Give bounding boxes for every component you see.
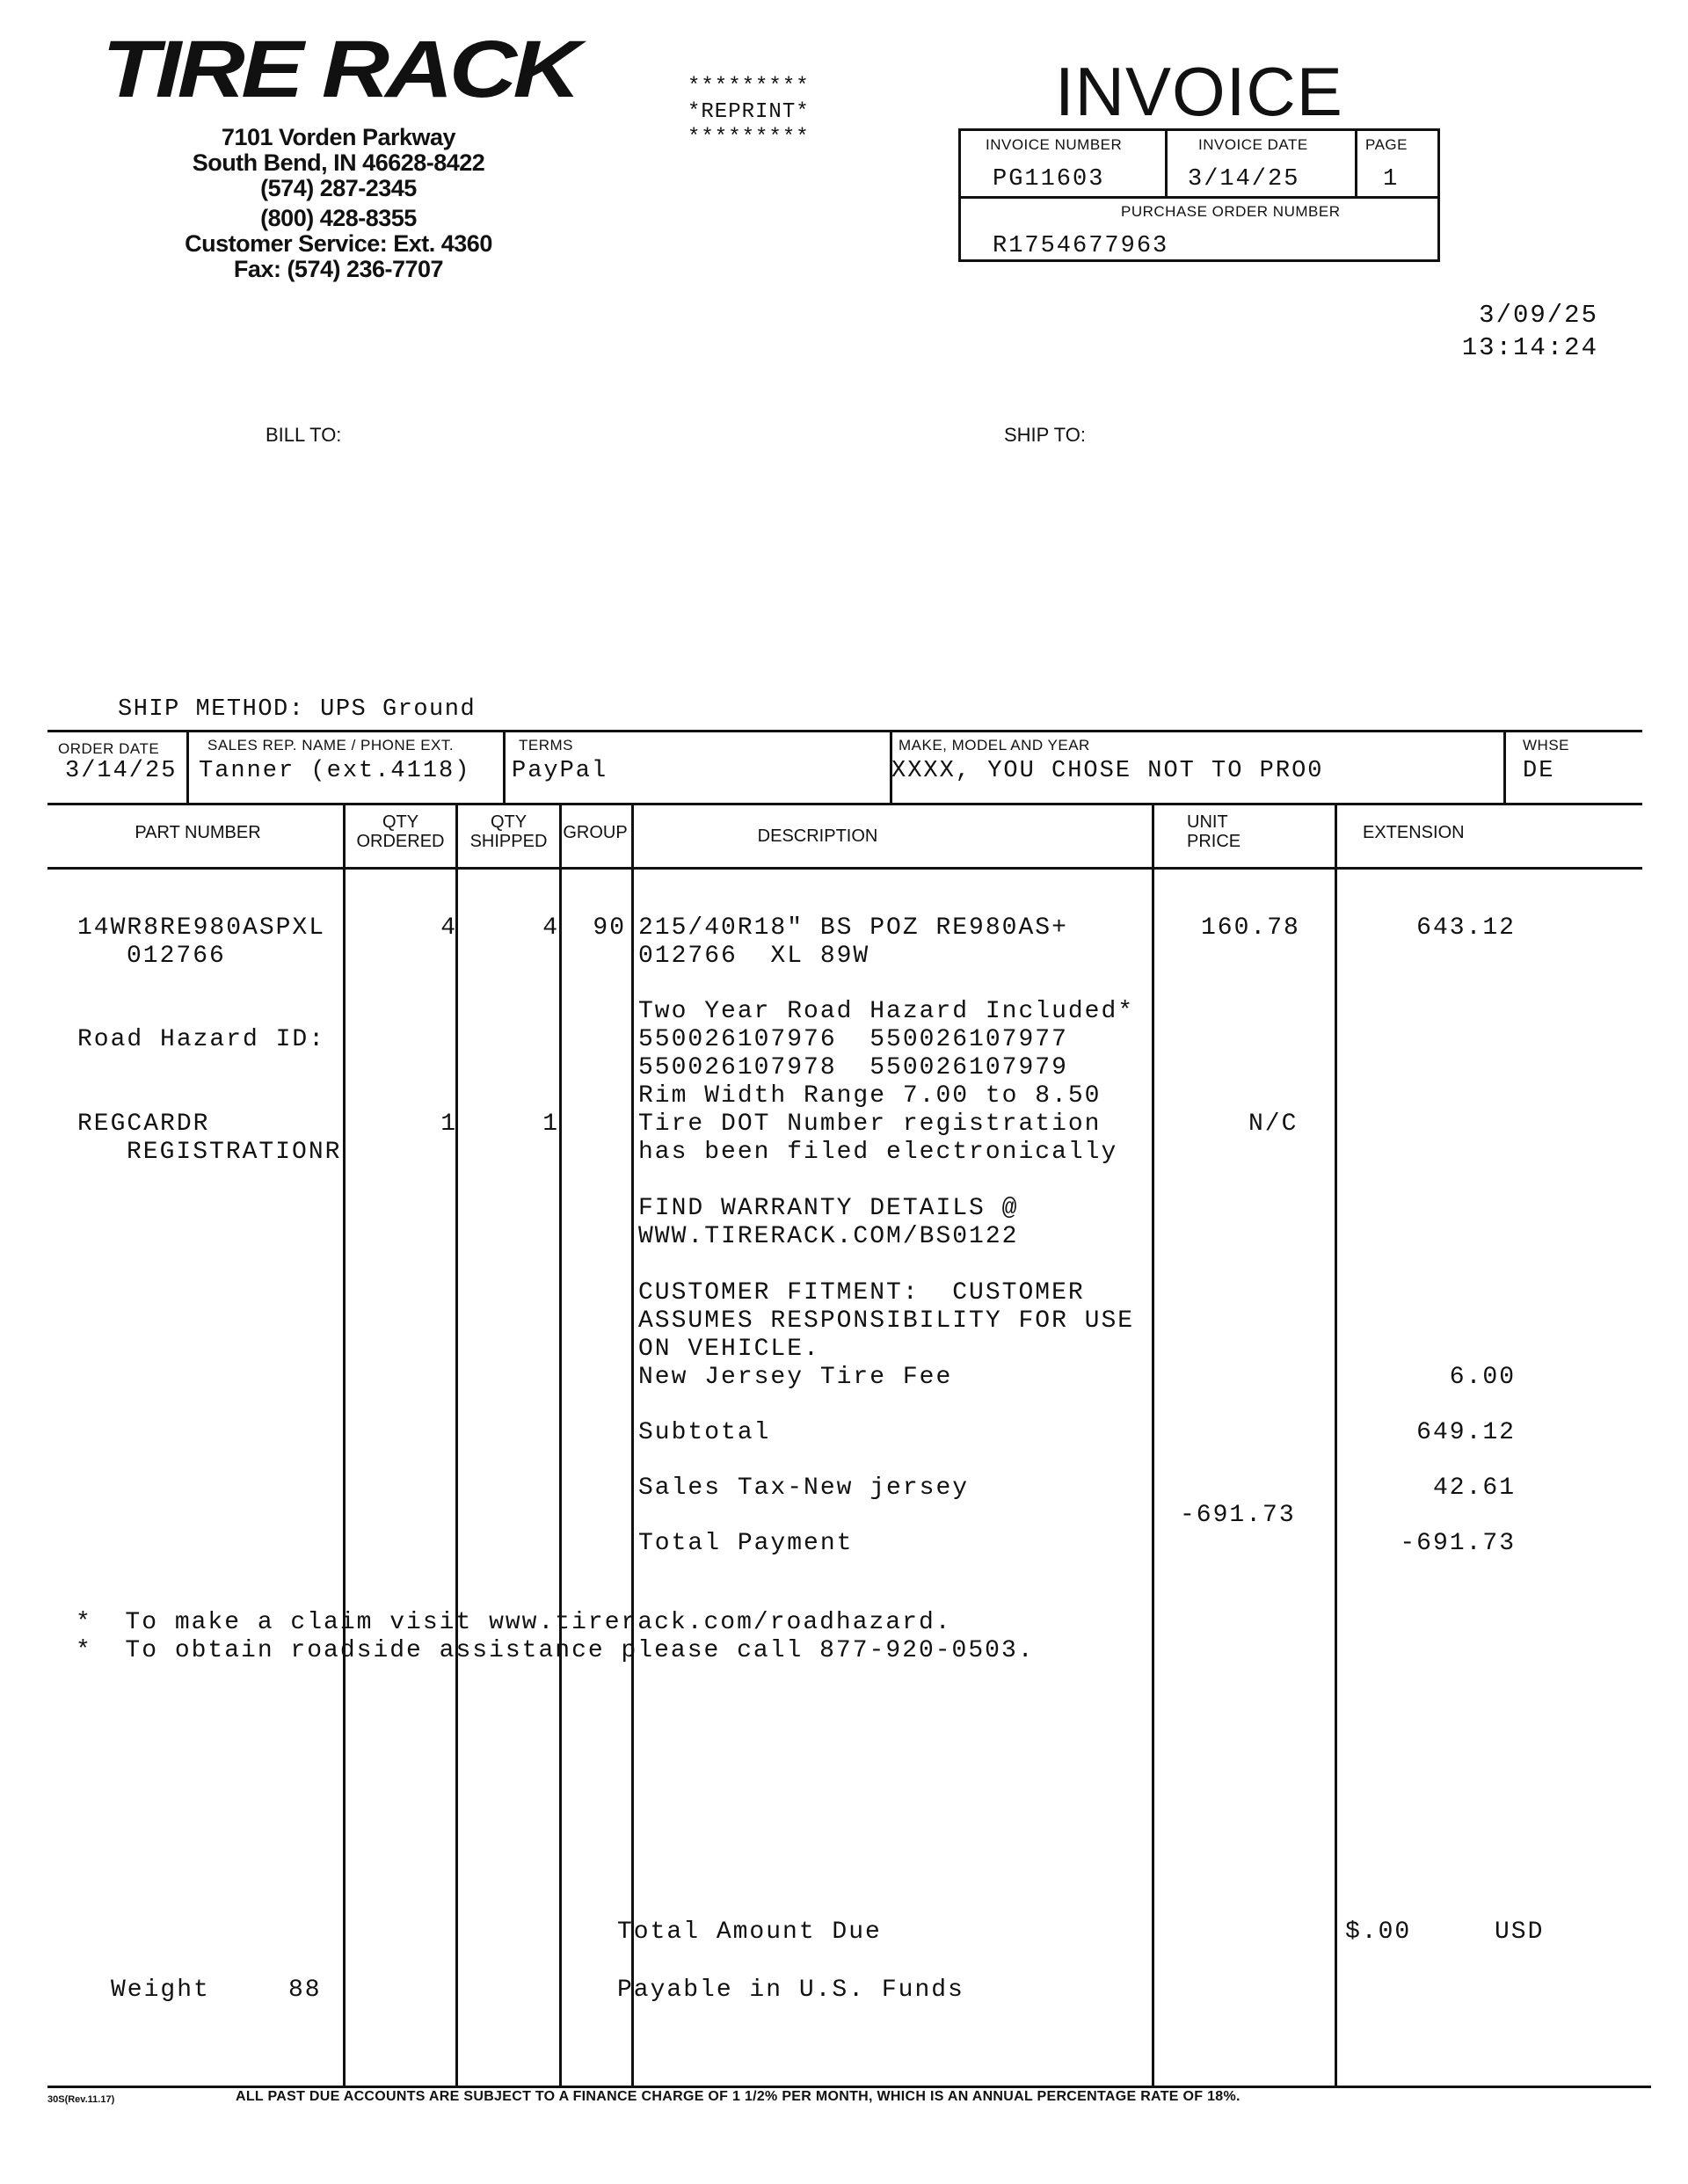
customer-service: Customer Service: Ext. 4360 [185,230,492,257]
ship-method: SHIP METHOD: UPS Ground [118,696,477,723]
reg-description-2: has been filed electronically [638,1139,1118,1166]
invoice-title: INVOICE [1055,53,1343,130]
bill-to-label: BILL TO: [266,424,342,446]
tire-rack-logo [98,25,591,130]
road-hazard-label: Road Hazard ID: [77,1026,326,1053]
reprint-stamp [688,74,855,150]
whse-label: WHSE [1523,737,1569,753]
col-group: GROUP [563,823,628,842]
form-code: 30S(Rev.11.17) [47,2094,115,2105]
divider [186,730,189,805]
divider [47,730,1642,732]
address-line2: South Bend, IN 46628-8422 [192,149,485,176]
logo-wordmark: TIRE RACK [102,25,588,114]
total-due: $.00 [1345,1918,1412,1946]
divider [1165,131,1168,197]
divider [455,803,458,2086]
col-qty-ordered-line1: QTY [382,812,419,832]
payable-note: Payable in U.S. Funds [617,1977,964,2004]
phone-local: (574) 287-2345 [260,175,417,201]
col-unit-price [1187,812,1240,851]
divider [1335,803,1337,2086]
reg-unit-price: N/C [1248,1110,1299,1138]
company-address [132,125,545,282]
order-date: 3/14/25 [65,758,178,784]
warranty-line1: FIND WARRANTY DETAILS @ [638,1195,1019,1222]
reg-part-name: REGISTRATIONR [127,1139,342,1166]
vehicle-label: MAKE, MODEL AND YEAR [899,737,1090,753]
divider [631,803,634,2086]
divider [1503,730,1506,805]
tax-label: Sales Tax-New jersey [638,1474,970,1502]
col-qty-ordered-line2: ORDERED [356,832,445,851]
col-description: DESCRIPTION [757,826,878,846]
col-qty-shipped [458,812,559,851]
reg-qty-shipped: 1 [542,1110,559,1138]
divider [343,803,346,2086]
fitment-line3: ON VEHICLE. [638,1336,820,1363]
divider [503,730,506,805]
reprint-label: *REPRINT* [688,100,810,124]
print-date: 3/09/25 [1479,301,1598,330]
weight-label: Weight [111,1977,210,2004]
divider [559,803,562,2086]
sales-rep: Tanner (ext.4118) [199,758,471,784]
divider [1355,131,1357,197]
vehicle: XXXX, YOU CHOSE NOT TO PRO0 [891,758,1324,784]
tire-group: 90 [593,914,626,942]
invoice-number-label: INVOICE NUMBER [986,136,1123,153]
divider [961,196,1437,199]
tire-description: 215/40R18" BS POZ RE980AS+ [638,914,1068,942]
col-extension: EXTENSION [1363,823,1465,842]
hazard-description: Two Year Road Hazard Included* [638,998,1135,1025]
ship-to-label: SHIP TO: [1004,424,1086,446]
tire-part-number: 14WR8RE980ASPXL [77,914,326,942]
tire-part-sku: 012766 [127,943,226,970]
claim-note: * To make a claim visit www.tirerack.com/roadhazard. [76,1609,952,1636]
col-qty-shipped-line1: QTY [490,812,528,832]
terms: PayPal [512,758,608,784]
phone-tollfree: (800) 428-8355 [260,205,417,231]
weight: 88 [288,1977,322,2004]
reprint-stars-top: ********* [688,75,810,98]
total-payment: -691.73 [1400,1530,1516,1557]
payment-unit-price: -691.73 [1180,1502,1296,1529]
divider [47,867,1642,870]
col-part-number: PART NUMBER [135,823,261,842]
hazard-ids-2: 550026107978 550026107979 [638,1054,1068,1081]
divider [47,803,1642,805]
reg-qty-ordered: 1 [440,1110,457,1138]
col-qty-ordered [346,812,455,851]
sales-rep-label: SALES REP. NAME / PHONE EXT. [207,737,455,753]
reg-description: Tire DOT Number registration [638,1110,1102,1138]
hazard-ids-1: 550026107976 550026107977 [638,1026,1068,1053]
divider [1152,803,1154,2086]
sales-tax: 42.61 [1432,1474,1516,1502]
divider [47,2086,1651,2088]
invoice-date-label: INVOICE DATE [1198,136,1308,153]
currency: USD [1495,1918,1545,1946]
tire-qty-shipped: 4 [542,914,559,942]
order-date-label: ORDER DATE [58,740,160,757]
address-line1: 7101 Vorden Parkway [221,124,456,150]
page-label: PAGE [1365,136,1408,153]
page-number: 1 [1383,166,1400,193]
tire-unit-price: 160.78 [1201,914,1300,942]
roadside-note: * To obtain roadside assistance please call 877-920-0503. [76,1637,1035,1664]
col-unit-price-line1: UNIT [1187,812,1228,832]
subtotal: 649.12 [1416,1419,1516,1446]
finance-charge-note: ALL PAST DUE ACCOUNTS ARE SUBJECT TO A FINANCE CHARGE OF 1 1/2% PER MONTH, WHICH IS AN ANNUAL PERCENTAGE RATE OF 18%. [236,2089,1241,2104]
reg-part-number: REGCARDR [77,1110,210,1138]
terms-label: TERMS [519,737,573,753]
payment-label: Total Payment [638,1530,854,1557]
rim-width: Rim Width Range 7.00 to 8.50 [638,1082,1102,1110]
invoice-number: PG11603 [993,166,1105,193]
print-timestamp [1319,299,1598,364]
reprint-stars-bottom: ********* [688,126,810,149]
tire-extension: 643.12 [1416,914,1516,942]
whse: DE [1523,758,1555,784]
tire-description-2: 012766 XL 89W [638,943,870,970]
warranty-line2: WWW.TIRERACK.COM/BS0122 [638,1223,1019,1250]
nj-fee-label: New Jersey Tire Fee [638,1364,953,1391]
subtotal-label: Subtotal [638,1419,771,1446]
nj-fee: 6.00 [1449,1364,1516,1391]
invoice-date: 3/14/25 [1188,166,1300,193]
col-unit-price-line2: PRICE [1187,832,1241,851]
fitment-line2: ASSUMES RESPONSIBILITY FOR USE [638,1307,1135,1335]
print-time: 13:14:24 [1461,333,1598,362]
po-number: R1754677963 [993,233,1169,259]
col-qty-shipped-line2: SHIPPED [469,832,548,851]
total-due-label: Total Amount Due [617,1918,882,1946]
tire-qty-ordered: 4 [440,914,457,942]
fax-number: Fax: (574) 236-7707 [233,256,444,282]
invoice-header-box [958,128,1440,262]
po-label: PURCHASE ORDER NUMBER [1121,203,1341,220]
fitment-line1: CUSTOMER FITMENT: CUSTOMER [638,1279,1085,1307]
